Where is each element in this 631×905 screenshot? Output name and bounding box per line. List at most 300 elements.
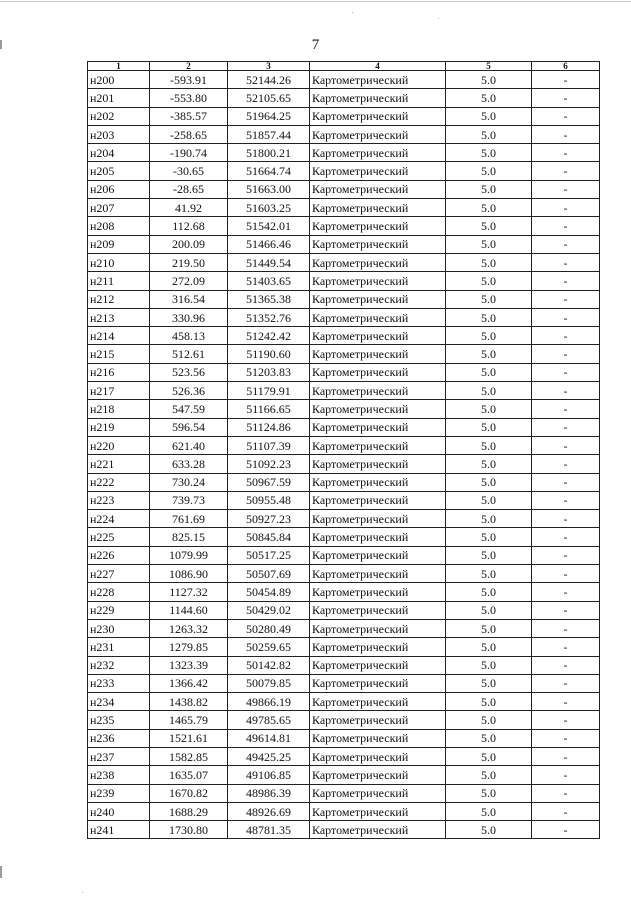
method-cell: Картометрический <box>310 125 446 143</box>
point-name-cell: н207 <box>88 199 150 217</box>
point-name-cell: н221 <box>88 455 150 473</box>
accuracy-cell: 5.0 <box>446 583 532 601</box>
x-coordinate-cell: 739.73 <box>150 491 228 509</box>
point-name-cell: н208 <box>88 217 150 235</box>
x-coordinate-cell: -190.74 <box>150 144 228 162</box>
y-coordinate-cell: 51203.83 <box>228 363 310 381</box>
method-cell: Картометрический <box>310 583 446 601</box>
table-row <box>88 473 600 491</box>
method-cell: Картометрический <box>310 345 446 363</box>
table-row <box>88 418 600 436</box>
point-name-cell: н235 <box>88 711 150 729</box>
table-row <box>88 327 600 345</box>
accuracy-cell: 5.0 <box>446 345 532 363</box>
note-cell: - <box>532 528 600 546</box>
y-coordinate-cell: 50454.89 <box>228 583 310 601</box>
x-coordinate-cell: 1279.85 <box>150 638 228 656</box>
point-name-cell: н232 <box>88 656 150 674</box>
accuracy-cell: 5.0 <box>446 455 532 473</box>
y-coordinate-cell: 52144.26 <box>228 71 310 89</box>
y-coordinate-cell: 51857.44 <box>228 125 310 143</box>
table-row <box>88 382 600 400</box>
accuracy-cell: 5.0 <box>446 107 532 125</box>
table-row <box>88 546 600 564</box>
x-coordinate-cell: 1688.29 <box>150 802 228 820</box>
table-row <box>88 107 600 125</box>
note-cell: - <box>532 199 600 217</box>
table-row <box>88 619 600 637</box>
y-coordinate-cell: 50507.69 <box>228 565 310 583</box>
note-cell: - <box>532 491 600 509</box>
method-cell: Картометрический <box>310 199 446 217</box>
method-cell: Картометрический <box>310 272 446 290</box>
note-cell: - <box>532 180 600 198</box>
method-cell: Картометрический <box>310 528 446 546</box>
point-name-cell: н233 <box>88 674 150 692</box>
point-name-cell: н241 <box>88 821 150 839</box>
table-row <box>88 144 600 162</box>
point-name-cell: н210 <box>88 253 150 271</box>
note-cell: - <box>532 802 600 820</box>
point-name-cell: н237 <box>88 747 150 765</box>
method-cell: Картометрический <box>310 89 446 107</box>
x-coordinate-cell: 330.96 <box>150 308 228 326</box>
accuracy-cell: 5.0 <box>446 235 532 253</box>
accuracy-cell: 5.0 <box>446 253 532 271</box>
method-cell: Картометрический <box>310 235 446 253</box>
method-cell: Картометрический <box>310 253 446 271</box>
table-row <box>88 125 600 143</box>
x-coordinate-cell: 1670.82 <box>150 784 228 802</box>
accuracy-cell: 5.0 <box>446 71 532 89</box>
accuracy-cell: 5.0 <box>446 619 532 637</box>
x-coordinate-cell: 761.69 <box>150 510 228 528</box>
y-coordinate-cell: 50955.48 <box>228 491 310 509</box>
accuracy-cell: 5.0 <box>446 162 532 180</box>
method-cell: Картометрический <box>310 656 446 674</box>
table-row <box>88 711 600 729</box>
x-coordinate-cell: 1079.99 <box>150 546 228 564</box>
method-cell: Картометрический <box>310 784 446 802</box>
note-cell: - <box>532 619 600 637</box>
page-number: 7 <box>311 37 320 53</box>
table-body <box>88 71 600 839</box>
table-header <box>88 62 600 71</box>
table-row <box>88 747 600 765</box>
y-coordinate-cell: 51092.23 <box>228 455 310 473</box>
y-coordinate-cell: 51964.25 <box>228 107 310 125</box>
table-row <box>88 583 600 601</box>
accuracy-cell: 5.0 <box>446 601 532 619</box>
method-cell: Картометрический <box>310 400 446 418</box>
y-coordinate-cell: 51166.65 <box>228 400 310 418</box>
y-coordinate-cell: 49785.65 <box>228 711 310 729</box>
y-coordinate-cell: 51800.21 <box>228 144 310 162</box>
method-cell: Картометрический <box>310 290 446 308</box>
table-row <box>88 253 600 271</box>
note-cell: - <box>532 400 600 418</box>
y-coordinate-cell: 51352.76 <box>228 308 310 326</box>
method-cell: Картометрический <box>310 546 446 564</box>
method-cell: Картометрический <box>310 473 446 491</box>
note-cell: - <box>532 473 600 491</box>
point-name-cell: н204 <box>88 144 150 162</box>
y-coordinate-cell: 51179.91 <box>228 382 310 400</box>
note-cell: - <box>532 382 600 400</box>
y-coordinate-cell: 50845.84 <box>228 528 310 546</box>
point-name-cell: н206 <box>88 180 150 198</box>
table-row <box>88 766 600 784</box>
accuracy-cell: 5.0 <box>446 693 532 711</box>
note-cell: - <box>532 418 600 436</box>
point-name-cell: н211 <box>88 272 150 290</box>
table-row <box>88 693 600 711</box>
table-row <box>88 528 600 546</box>
point-name-cell: н230 <box>88 619 150 637</box>
accuracy-cell: 5.0 <box>446 729 532 747</box>
y-coordinate-cell: 51190.60 <box>228 345 310 363</box>
note-cell: - <box>532 436 600 454</box>
y-coordinate-cell: 48926.69 <box>228 802 310 820</box>
accuracy-cell: 5.0 <box>446 821 532 839</box>
scan-speck <box>82 892 83 893</box>
x-coordinate-cell: 1635.07 <box>150 766 228 784</box>
table-row <box>88 308 600 326</box>
point-name-cell: н222 <box>88 473 150 491</box>
y-coordinate-cell: 51365.38 <box>228 290 310 308</box>
y-coordinate-cell: 51664.74 <box>228 162 310 180</box>
point-name-cell: н200 <box>88 71 150 89</box>
point-name-cell: н209 <box>88 235 150 253</box>
table-row <box>88 217 600 235</box>
y-coordinate-cell: 50927.23 <box>228 510 310 528</box>
method-cell: Картометрический <box>310 693 446 711</box>
table-row <box>88 729 600 747</box>
accuracy-cell: 5.0 <box>446 272 532 290</box>
column-header-2: 2 <box>150 62 228 71</box>
method-cell: Картометрический <box>310 747 446 765</box>
column-header-6: 6 <box>532 62 600 71</box>
method-cell: Картометрический <box>310 436 446 454</box>
method-cell: Картометрический <box>310 144 446 162</box>
x-coordinate-cell: 1582.85 <box>150 747 228 765</box>
note-cell: - <box>532 729 600 747</box>
note-cell: - <box>532 162 600 180</box>
y-coordinate-cell: 51603.25 <box>228 199 310 217</box>
point-name-cell: н215 <box>88 345 150 363</box>
column-header-4: 4 <box>310 62 446 71</box>
note-cell: - <box>532 253 600 271</box>
table-row <box>88 802 600 820</box>
scan-edge-mark <box>0 40 2 49</box>
y-coordinate-cell: 51449.54 <box>228 253 310 271</box>
note-cell: - <box>532 583 600 601</box>
note-cell: - <box>532 747 600 765</box>
accuracy-cell: 5.0 <box>446 418 532 436</box>
point-name-cell: н240 <box>88 802 150 820</box>
note-cell: - <box>532 107 600 125</box>
note-cell: - <box>532 71 600 89</box>
accuracy-cell: 5.0 <box>446 784 532 802</box>
method-cell: Картометрический <box>310 363 446 381</box>
column-header-5: 5 <box>446 62 532 71</box>
y-coordinate-cell: 51403.65 <box>228 272 310 290</box>
x-coordinate-cell: 621.40 <box>150 436 228 454</box>
y-coordinate-cell: 49106.85 <box>228 766 310 784</box>
accuracy-cell: 5.0 <box>446 747 532 765</box>
table-row <box>88 400 600 418</box>
note-cell: - <box>532 656 600 674</box>
point-name-cell: н234 <box>88 693 150 711</box>
table-row <box>88 345 600 363</box>
note-cell: - <box>532 125 600 143</box>
note-cell: - <box>532 144 600 162</box>
x-coordinate-cell: 523.56 <box>150 363 228 381</box>
table-row <box>88 199 600 217</box>
point-name-cell: н224 <box>88 510 150 528</box>
accuracy-cell: 5.0 <box>446 473 532 491</box>
note-cell: - <box>532 510 600 528</box>
x-coordinate-cell: 458.13 <box>150 327 228 345</box>
note-cell: - <box>532 217 600 235</box>
y-coordinate-cell: 49866.19 <box>228 693 310 711</box>
x-coordinate-cell: 1465.79 <box>150 711 228 729</box>
x-coordinate-cell: 512.61 <box>150 345 228 363</box>
table-row <box>88 235 600 253</box>
point-name-cell: н212 <box>88 290 150 308</box>
note-cell: - <box>532 345 600 363</box>
point-name-cell: н231 <box>88 638 150 656</box>
y-coordinate-cell: 50517.25 <box>228 546 310 564</box>
x-coordinate-cell: 200.09 <box>150 235 228 253</box>
note-cell: - <box>532 546 600 564</box>
note-cell: - <box>532 455 600 473</box>
accuracy-cell: 5.0 <box>446 400 532 418</box>
method-cell: Картометрический <box>310 71 446 89</box>
method-cell: Картометрический <box>310 510 446 528</box>
note-cell: - <box>532 766 600 784</box>
column-header-3: 3 <box>228 62 310 71</box>
x-coordinate-cell: 1086.90 <box>150 565 228 583</box>
method-cell: Картометрический <box>310 107 446 125</box>
point-name-cell: н220 <box>88 436 150 454</box>
table-row <box>88 455 600 473</box>
accuracy-cell: 5.0 <box>446 125 532 143</box>
method-cell: Картометрический <box>310 455 446 473</box>
table-row <box>88 656 600 674</box>
table-row <box>88 821 600 839</box>
table-row <box>88 784 600 802</box>
note-cell: - <box>532 89 600 107</box>
table-row <box>88 290 600 308</box>
page-top-rule <box>0 1 631 2</box>
header-row <box>88 62 600 71</box>
y-coordinate-cell: 49614.81 <box>228 729 310 747</box>
x-coordinate-cell: 1127.32 <box>150 583 228 601</box>
point-name-cell: н225 <box>88 528 150 546</box>
accuracy-cell: 5.0 <box>446 656 532 674</box>
note-cell: - <box>532 327 600 345</box>
note-cell: - <box>532 272 600 290</box>
accuracy-cell: 5.0 <box>446 546 532 564</box>
method-cell: Картометрический <box>310 766 446 784</box>
x-coordinate-cell: 526.36 <box>150 382 228 400</box>
x-coordinate-cell: 1263.32 <box>150 619 228 637</box>
x-coordinate-cell: 730.24 <box>150 473 228 491</box>
note-cell: - <box>532 565 600 583</box>
y-coordinate-cell: 48986.39 <box>228 784 310 802</box>
accuracy-cell: 5.0 <box>446 217 532 235</box>
method-cell: Картометрический <box>310 802 446 820</box>
table-row <box>88 180 600 198</box>
y-coordinate-cell: 51107.39 <box>228 436 310 454</box>
y-coordinate-cell: 50967.59 <box>228 473 310 491</box>
note-cell: - <box>532 638 600 656</box>
y-coordinate-cell: 52105.65 <box>228 89 310 107</box>
accuracy-cell: 5.0 <box>446 638 532 656</box>
y-coordinate-cell: 49425.25 <box>228 747 310 765</box>
y-coordinate-cell: 51466.46 <box>228 235 310 253</box>
method-cell: Картометрический <box>310 565 446 583</box>
y-coordinate-cell: 51542.01 <box>228 217 310 235</box>
column-header-1: 1 <box>88 62 150 71</box>
accuracy-cell: 5.0 <box>446 89 532 107</box>
x-coordinate-cell: 112.68 <box>150 217 228 235</box>
y-coordinate-cell: 50079.85 <box>228 674 310 692</box>
point-name-cell: н223 <box>88 491 150 509</box>
table-row <box>88 436 600 454</box>
table-row <box>88 638 600 656</box>
accuracy-cell: 5.0 <box>446 436 532 454</box>
table-row <box>88 674 600 692</box>
x-coordinate-cell: -258.65 <box>150 125 228 143</box>
point-name-cell: н217 <box>88 382 150 400</box>
method-cell: Картометрический <box>310 638 446 656</box>
scan-edge-mark <box>0 866 2 878</box>
accuracy-cell: 5.0 <box>446 327 532 345</box>
method-cell: Картометрический <box>310 619 446 637</box>
note-cell: - <box>532 821 600 839</box>
x-coordinate-cell: 272.09 <box>150 272 228 290</box>
method-cell: Картометрический <box>310 711 446 729</box>
table-row <box>88 565 600 583</box>
x-coordinate-cell: 1730.80 <box>150 821 228 839</box>
x-coordinate-cell: 219.50 <box>150 253 228 271</box>
y-coordinate-cell: 50280.49 <box>228 619 310 637</box>
point-name-cell: н238 <box>88 766 150 784</box>
y-coordinate-cell: 50142.82 <box>228 656 310 674</box>
point-name-cell: н219 <box>88 418 150 436</box>
point-name-cell: н226 <box>88 546 150 564</box>
x-coordinate-cell: -385.57 <box>150 107 228 125</box>
y-coordinate-cell: 50429.02 <box>228 601 310 619</box>
accuracy-cell: 5.0 <box>446 308 532 326</box>
x-coordinate-cell: 633.28 <box>150 455 228 473</box>
x-coordinate-cell: -30.65 <box>150 162 228 180</box>
y-coordinate-cell: 51124.86 <box>228 418 310 436</box>
point-name-cell: н205 <box>88 162 150 180</box>
x-coordinate-cell: 1521.61 <box>150 729 228 747</box>
method-cell: Картометрический <box>310 821 446 839</box>
accuracy-cell: 5.0 <box>446 711 532 729</box>
point-name-cell: н229 <box>88 601 150 619</box>
point-name-cell: н202 <box>88 107 150 125</box>
method-cell: Картометрический <box>310 180 446 198</box>
note-cell: - <box>532 235 600 253</box>
table-row <box>88 363 600 381</box>
table-row <box>88 601 600 619</box>
x-coordinate-cell: 1438.82 <box>150 693 228 711</box>
point-name-cell: н227 <box>88 565 150 583</box>
accuracy-cell: 5.0 <box>446 565 532 583</box>
table-row <box>88 491 600 509</box>
x-coordinate-cell: 1323.39 <box>150 656 228 674</box>
table-row <box>88 71 600 89</box>
point-name-cell: н216 <box>88 363 150 381</box>
table-row <box>88 510 600 528</box>
note-cell: - <box>532 308 600 326</box>
scan-speck <box>352 12 353 13</box>
accuracy-cell: 5.0 <box>446 766 532 784</box>
coordinates-table <box>87 61 600 839</box>
scan-speck <box>438 18 439 19</box>
accuracy-cell: 5.0 <box>446 363 532 381</box>
x-coordinate-cell: -593.91 <box>150 71 228 89</box>
point-name-cell: н214 <box>88 327 150 345</box>
point-name-cell: н236 <box>88 729 150 747</box>
y-coordinate-cell: 48781.35 <box>228 821 310 839</box>
note-cell: - <box>532 674 600 692</box>
table-row <box>88 162 600 180</box>
x-coordinate-cell: -28.65 <box>150 180 228 198</box>
method-cell: Картометрический <box>310 327 446 345</box>
method-cell: Картометрический <box>310 491 446 509</box>
accuracy-cell: 5.0 <box>446 382 532 400</box>
point-name-cell: н203 <box>88 125 150 143</box>
table-row <box>88 272 600 290</box>
accuracy-cell: 5.0 <box>446 290 532 308</box>
note-cell: - <box>532 693 600 711</box>
point-name-cell: н213 <box>88 308 150 326</box>
x-coordinate-cell: 547.59 <box>150 400 228 418</box>
method-cell: Картометрический <box>310 418 446 436</box>
table-row <box>88 89 600 107</box>
x-coordinate-cell: 1144.60 <box>150 601 228 619</box>
note-cell: - <box>532 601 600 619</box>
method-cell: Картометрический <box>310 382 446 400</box>
accuracy-cell: 5.0 <box>446 491 532 509</box>
point-name-cell: н228 <box>88 583 150 601</box>
accuracy-cell: 5.0 <box>446 674 532 692</box>
x-coordinate-cell: 596.54 <box>150 418 228 436</box>
point-name-cell: н239 <box>88 784 150 802</box>
method-cell: Картометрический <box>310 601 446 619</box>
method-cell: Картометрический <box>310 308 446 326</box>
x-coordinate-cell: 825.15 <box>150 528 228 546</box>
note-cell: - <box>532 784 600 802</box>
y-coordinate-cell: 50259.65 <box>228 638 310 656</box>
accuracy-cell: 5.0 <box>446 528 532 546</box>
accuracy-cell: 5.0 <box>446 180 532 198</box>
x-coordinate-cell: 41.92 <box>150 199 228 217</box>
accuracy-cell: 5.0 <box>446 199 532 217</box>
accuracy-cell: 5.0 <box>446 802 532 820</box>
accuracy-cell: 5.0 <box>446 510 532 528</box>
note-cell: - <box>532 363 600 381</box>
method-cell: Картометрический <box>310 729 446 747</box>
method-cell: Картометрический <box>310 162 446 180</box>
point-name-cell: н218 <box>88 400 150 418</box>
